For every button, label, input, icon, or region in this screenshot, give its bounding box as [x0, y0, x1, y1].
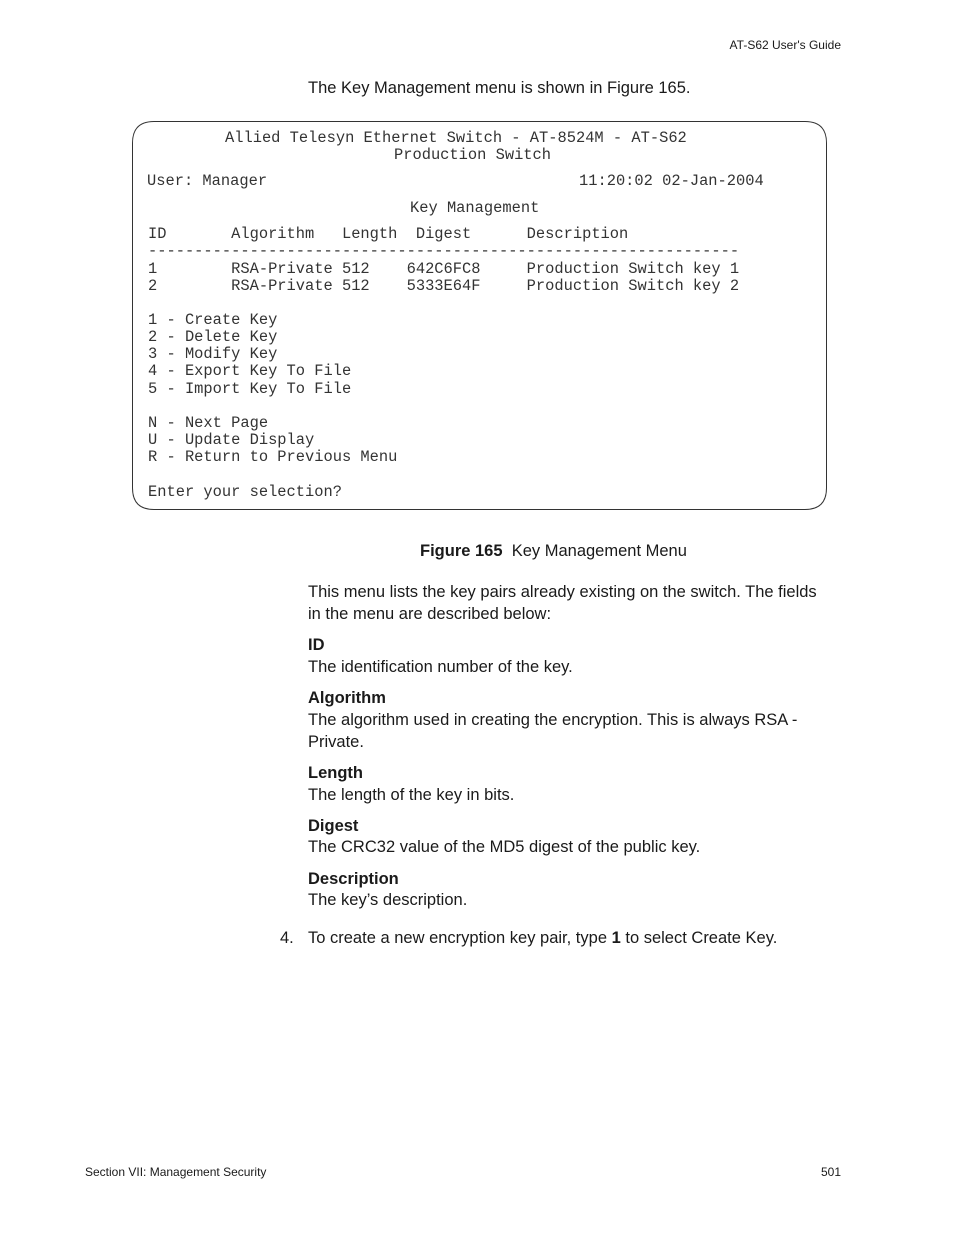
step-number: 4. — [280, 929, 294, 947]
terminal-column-headers: ID Algorithm Length Digest Description — [148, 225, 629, 243]
description-intro: This menu lists the key pairs already existing on the switch. The fields in the menu are described below: — [308, 583, 817, 623]
figure-caption — [420, 542, 687, 561]
terminal-option-create: 1 - Create Key — [148, 311, 278, 329]
intro-paragraph: The Key Management menu is shown in Figure 165. — [308, 79, 691, 97]
terminal-title-line2: Production Switch — [394, 146, 552, 164]
terminal-title-line1: Allied Telesyn Ethernet Switch - AT-8524M - AT-S62 — [225, 129, 687, 147]
field-desc-digest: The CRC32 value of the MD5 digest of the public key. — [308, 838, 701, 856]
terminal-option-delete: 2 - Delete Key — [148, 328, 278, 346]
terminal-option-import: 5 - Import Key To File — [148, 380, 352, 398]
terminal-key-row: 1 RSA-Private 512 642C6FC8 Production Switch key 1 — [148, 260, 740, 278]
terminal-menu-title: Key Management — [410, 199, 540, 217]
field-desc-id: The identification number of the key. — [308, 658, 573, 676]
step-text-after: to select Create Key. — [620, 929, 778, 947]
field-name-description: Description — [308, 870, 399, 888]
terminal-key-row: 2 RSA-Private 512 5333E64F Production Switch key 2 — [148, 277, 740, 295]
footer-section: Section VII: Management Security — [85, 1165, 267, 1179]
figure-label: Figure 165 — [420, 542, 503, 560]
terminal-option-return: R - Return to Previous Menu — [148, 448, 398, 466]
running-header: AT-S62 User's Guide — [729, 38, 841, 52]
field-name-id: ID — [308, 636, 325, 654]
step-key-value: 1 — [611, 929, 621, 947]
field-name-length: Length — [308, 764, 363, 782]
field-name-digest: Digest — [308, 817, 359, 835]
terminal-user: User: Manager — [147, 172, 268, 190]
terminal-option-modify: 3 - Modify Key — [148, 345, 278, 363]
step-text — [308, 929, 777, 948]
field-desc-length: The length of the key in bits. — [308, 786, 515, 804]
step-text-before: To create a new encryption key pair, type — [308, 929, 612, 947]
field-desc-algorithm: The algorithm used in creating the encryption. This is always RSA - Private. — [308, 711, 798, 751]
terminal-separator: ---------------------------------------------------------------- — [148, 242, 740, 260]
field-desc-description: The key’s description. — [308, 891, 468, 909]
terminal-option-export: 4 - Export Key To File — [148, 362, 352, 380]
figure-title: Key Management Menu — [511, 542, 687, 560]
terminal-option-next-page: N - Next Page — [148, 414, 269, 432]
field-name-algorithm: Algorithm — [308, 689, 386, 707]
terminal-option-update: U - Update Display — [148, 431, 315, 449]
terminal-prompt: Enter your selection? — [148, 483, 342, 501]
footer-page-number: 501 — [820, 1165, 841, 1179]
terminal-datetime: 11:20:02 02-Jan-2004 — [579, 172, 764, 190]
